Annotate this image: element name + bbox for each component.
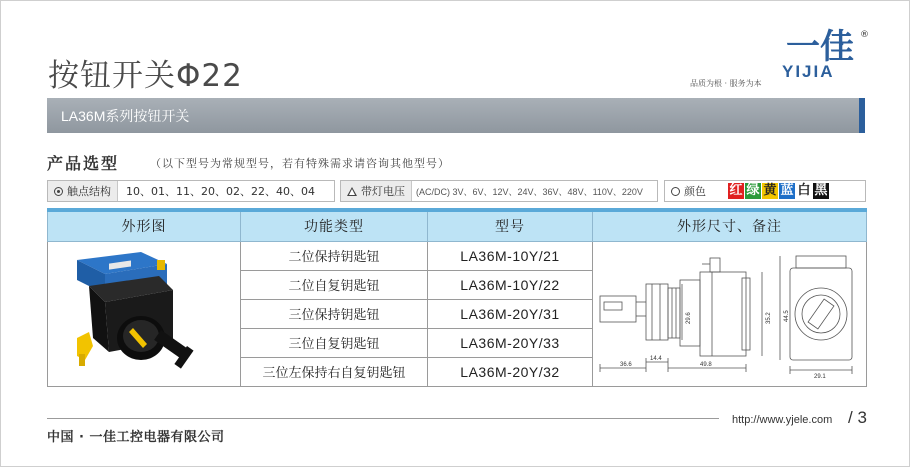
key-switch-product-image: [49, 242, 239, 382]
contacts-value: 10、01、11、20、02、22、40、04: [126, 185, 315, 198]
footer-url-link[interactable]: http://www.yjele.com: [732, 414, 833, 426]
color-swatch: 黄: [763, 183, 777, 198]
dim-44-5: 44.5: [783, 309, 790, 322]
dimension-drawing: [594, 242, 866, 382]
table-row: [48, 241, 867, 270]
color-label: 颜色: [684, 185, 706, 198]
dim-36-6: 36.6: [619, 361, 632, 368]
function-cell: 二位保持钥匙钮: [241, 241, 428, 270]
registered-mark: ®: [860, 30, 869, 40]
page-number: / 3: [848, 408, 867, 427]
header-appearance: 外形图: [48, 210, 241, 241]
selection-heading: 产品选型: [47, 154, 120, 173]
dimension-drawing-cell: [593, 241, 867, 386]
color-swatch: 红: [729, 183, 743, 198]
model-cell: LA36M-20Y/33: [428, 328, 593, 357]
circle-icon: [671, 187, 680, 196]
model-cell: LA36M-10Y/21: [428, 241, 593, 270]
color-swatches: [728, 183, 830, 199]
selection-note: （以下型号为常规型号，若有特殊需求请咨询其他型号）: [150, 157, 450, 170]
logo-text: 一佳: [786, 27, 854, 67]
model-cell: LA36M-20Y/31: [428, 299, 593, 328]
color-option: [664, 180, 866, 202]
function-cell: 三位保持钥匙钮: [241, 299, 428, 328]
contacts-option: [47, 180, 335, 202]
spec-table: [47, 208, 867, 387]
yijia-logo: [772, 24, 872, 80]
color-label-box: [665, 181, 712, 201]
footer-company: 中国 · 一佳工控电器有限公司: [47, 430, 225, 445]
header-function: 功能类型: [241, 210, 428, 241]
series-bar: [47, 98, 865, 133]
table-header-row: [48, 210, 867, 241]
footer-divider: [47, 418, 719, 419]
voltage-option: [340, 180, 658, 202]
voltage-label-box: [341, 181, 412, 201]
color-swatch: 蓝: [780, 183, 794, 198]
color-swatch: 白: [797, 183, 811, 198]
series-title: LA36M系列按钮开关: [61, 108, 190, 124]
function-cell: 三位自复钥匙钮: [241, 328, 428, 357]
triangle-icon: [347, 187, 357, 196]
color-swatch: 黑: [814, 183, 828, 198]
voltage-value: (AC/DC) 3V、6V、12V、24V、36V、48V、110V、220V: [416, 186, 643, 197]
page-title: 按钮开关Φ22: [48, 58, 243, 94]
dim-14-4: 14.4: [649, 355, 662, 362]
color-swatch: 绿: [746, 183, 760, 198]
header-dimensions: 外形尺寸、备注: [593, 210, 867, 241]
contacts-label: 触点结构: [67, 185, 111, 198]
model-cell: LA36M-20Y/32: [428, 357, 593, 386]
dim-29-6: 29.6: [685, 311, 692, 324]
contacts-label-box: [48, 181, 118, 201]
dim-29-1: 29.1: [813, 373, 826, 380]
header-model: 型号: [428, 210, 593, 241]
dim-35-2: 35.2: [765, 311, 772, 324]
brand-slogan: 品质为根 · 服务为本: [690, 79, 762, 88]
function-cell: 二位自复钥匙钮: [241, 270, 428, 299]
function-cell: 三位左保持右自复钥匙钮: [241, 357, 428, 386]
logo-en: YIJIA: [782, 62, 835, 80]
radio-dot-icon: [54, 187, 63, 196]
dim-49-8: 49.8: [699, 361, 712, 368]
model-cell: LA36M-10Y/22: [428, 270, 593, 299]
product-image-cell: [48, 241, 241, 386]
voltage-label: 带灯电压: [361, 185, 405, 198]
